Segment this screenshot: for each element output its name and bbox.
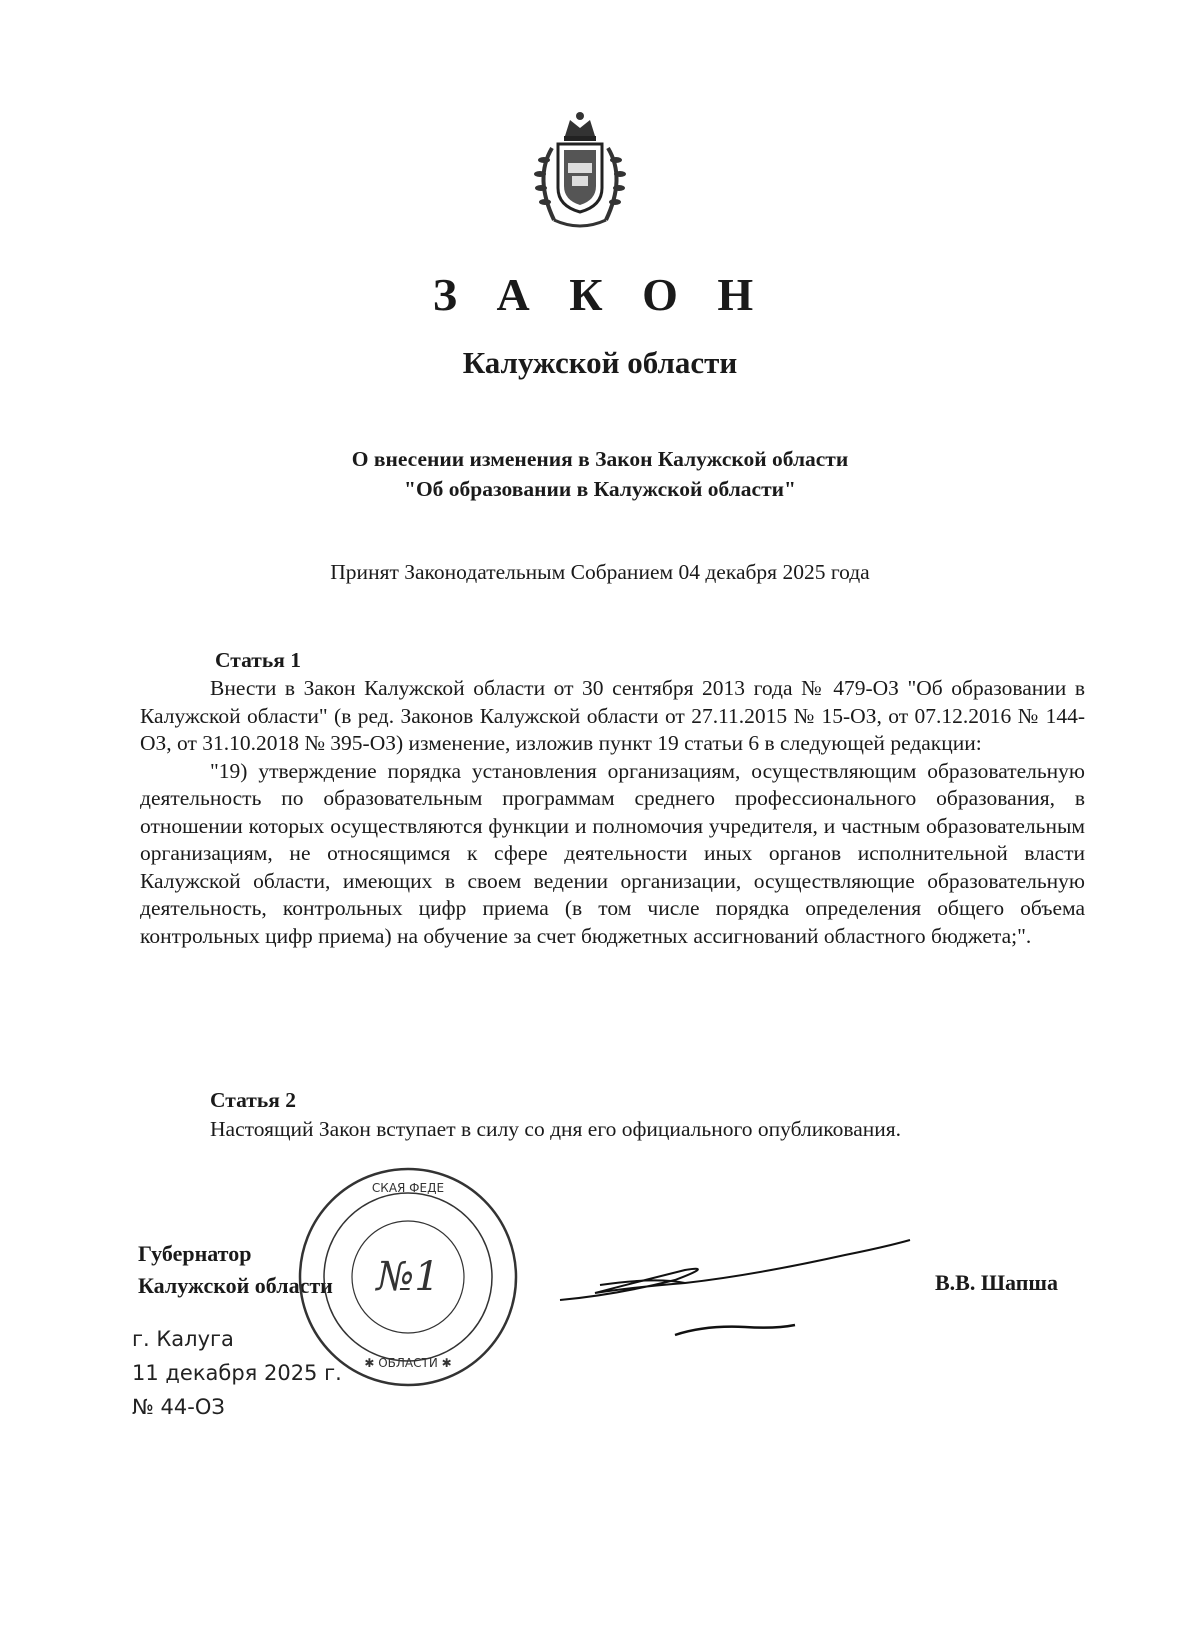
article-2-body [140, 1116, 1085, 1144]
issue-city: г. Калуга [132, 1327, 234, 1351]
signatory-name: В.В. Шапша [935, 1270, 1058, 1295]
document-footer [132, 1322, 342, 1424]
article-1-paragraph-1: Внести в Закон Калужской области от 30 сентября 2013 года № 479-ОЗ "Об образовании в Калужской области" (в ред. Законов Калужской области от 27.11.2015 № 15-ОЗ, от 07.12.2016 № 144-ОЗ, от 31.10.2018 № 395-ОЗ) изменение, изложив пункт 19 статьи 6 в следующей редакции: [140, 676, 1085, 755]
svg-text:СКАЯ ФЕДЕ: СКАЯ ФЕДЕ [371, 1181, 445, 1195]
article-1-title: Статья 1 [215, 648, 301, 672]
handwritten-signature-icon [555, 1225, 915, 1345]
adoption-line: Принят Законодательным Собранием 04 декабря 2025 года [330, 560, 870, 584]
law-heading-line1: О внесении изменения в Закон Калужской области [351, 447, 849, 471]
law-heading [0, 444, 1200, 504]
article-2-paragraph-1: Настоящий Закон вступает в силу со дня его официального опубликования. [210, 1117, 902, 1141]
signatory-position-line1: Губернатор [138, 1241, 252, 1266]
article-1-paragraph-2: "19) утверждение порядка установления организациям, осуществляющим образовательную деятельность по образовательным программам среднего профессионального образования, в отношении которых осуществляются функции и полномочия учредителя, и частным образовательным организациям, не относящимся к сфере деятельности иных органов исполнительной власти Калужской области, имеющих в своем ведении организации, осуществляющие образовательную деятельность, контрольных цифр приема (в том числе порядка определения общего объема контрольных цифр приема) на обучение за счет бюджетных ассигнований областного бюджета;". [140, 758, 1085, 948]
svg-text:№1: №1 [376, 1254, 440, 1300]
signatory-position-line2: Калужской области [138, 1273, 333, 1298]
law-number: № 44-ОЗ [132, 1395, 225, 1419]
law-heading-line2: "Об образовании в Калужской области" [404, 477, 796, 501]
article-1-body [140, 675, 1085, 950]
coat-of-arms-icon [520, 108, 640, 238]
article-2-title: Статья 2 [210, 1088, 296, 1112]
issue-date: 11 декабря 2025 г. [132, 1361, 342, 1385]
document-region: Калужской области [462, 345, 738, 380]
svg-text:✱ ОБЛАСТИ ✱: ✱ ОБЛАСТИ ✱ [364, 1356, 452, 1370]
document-title: З А К О Н [432, 269, 768, 320]
